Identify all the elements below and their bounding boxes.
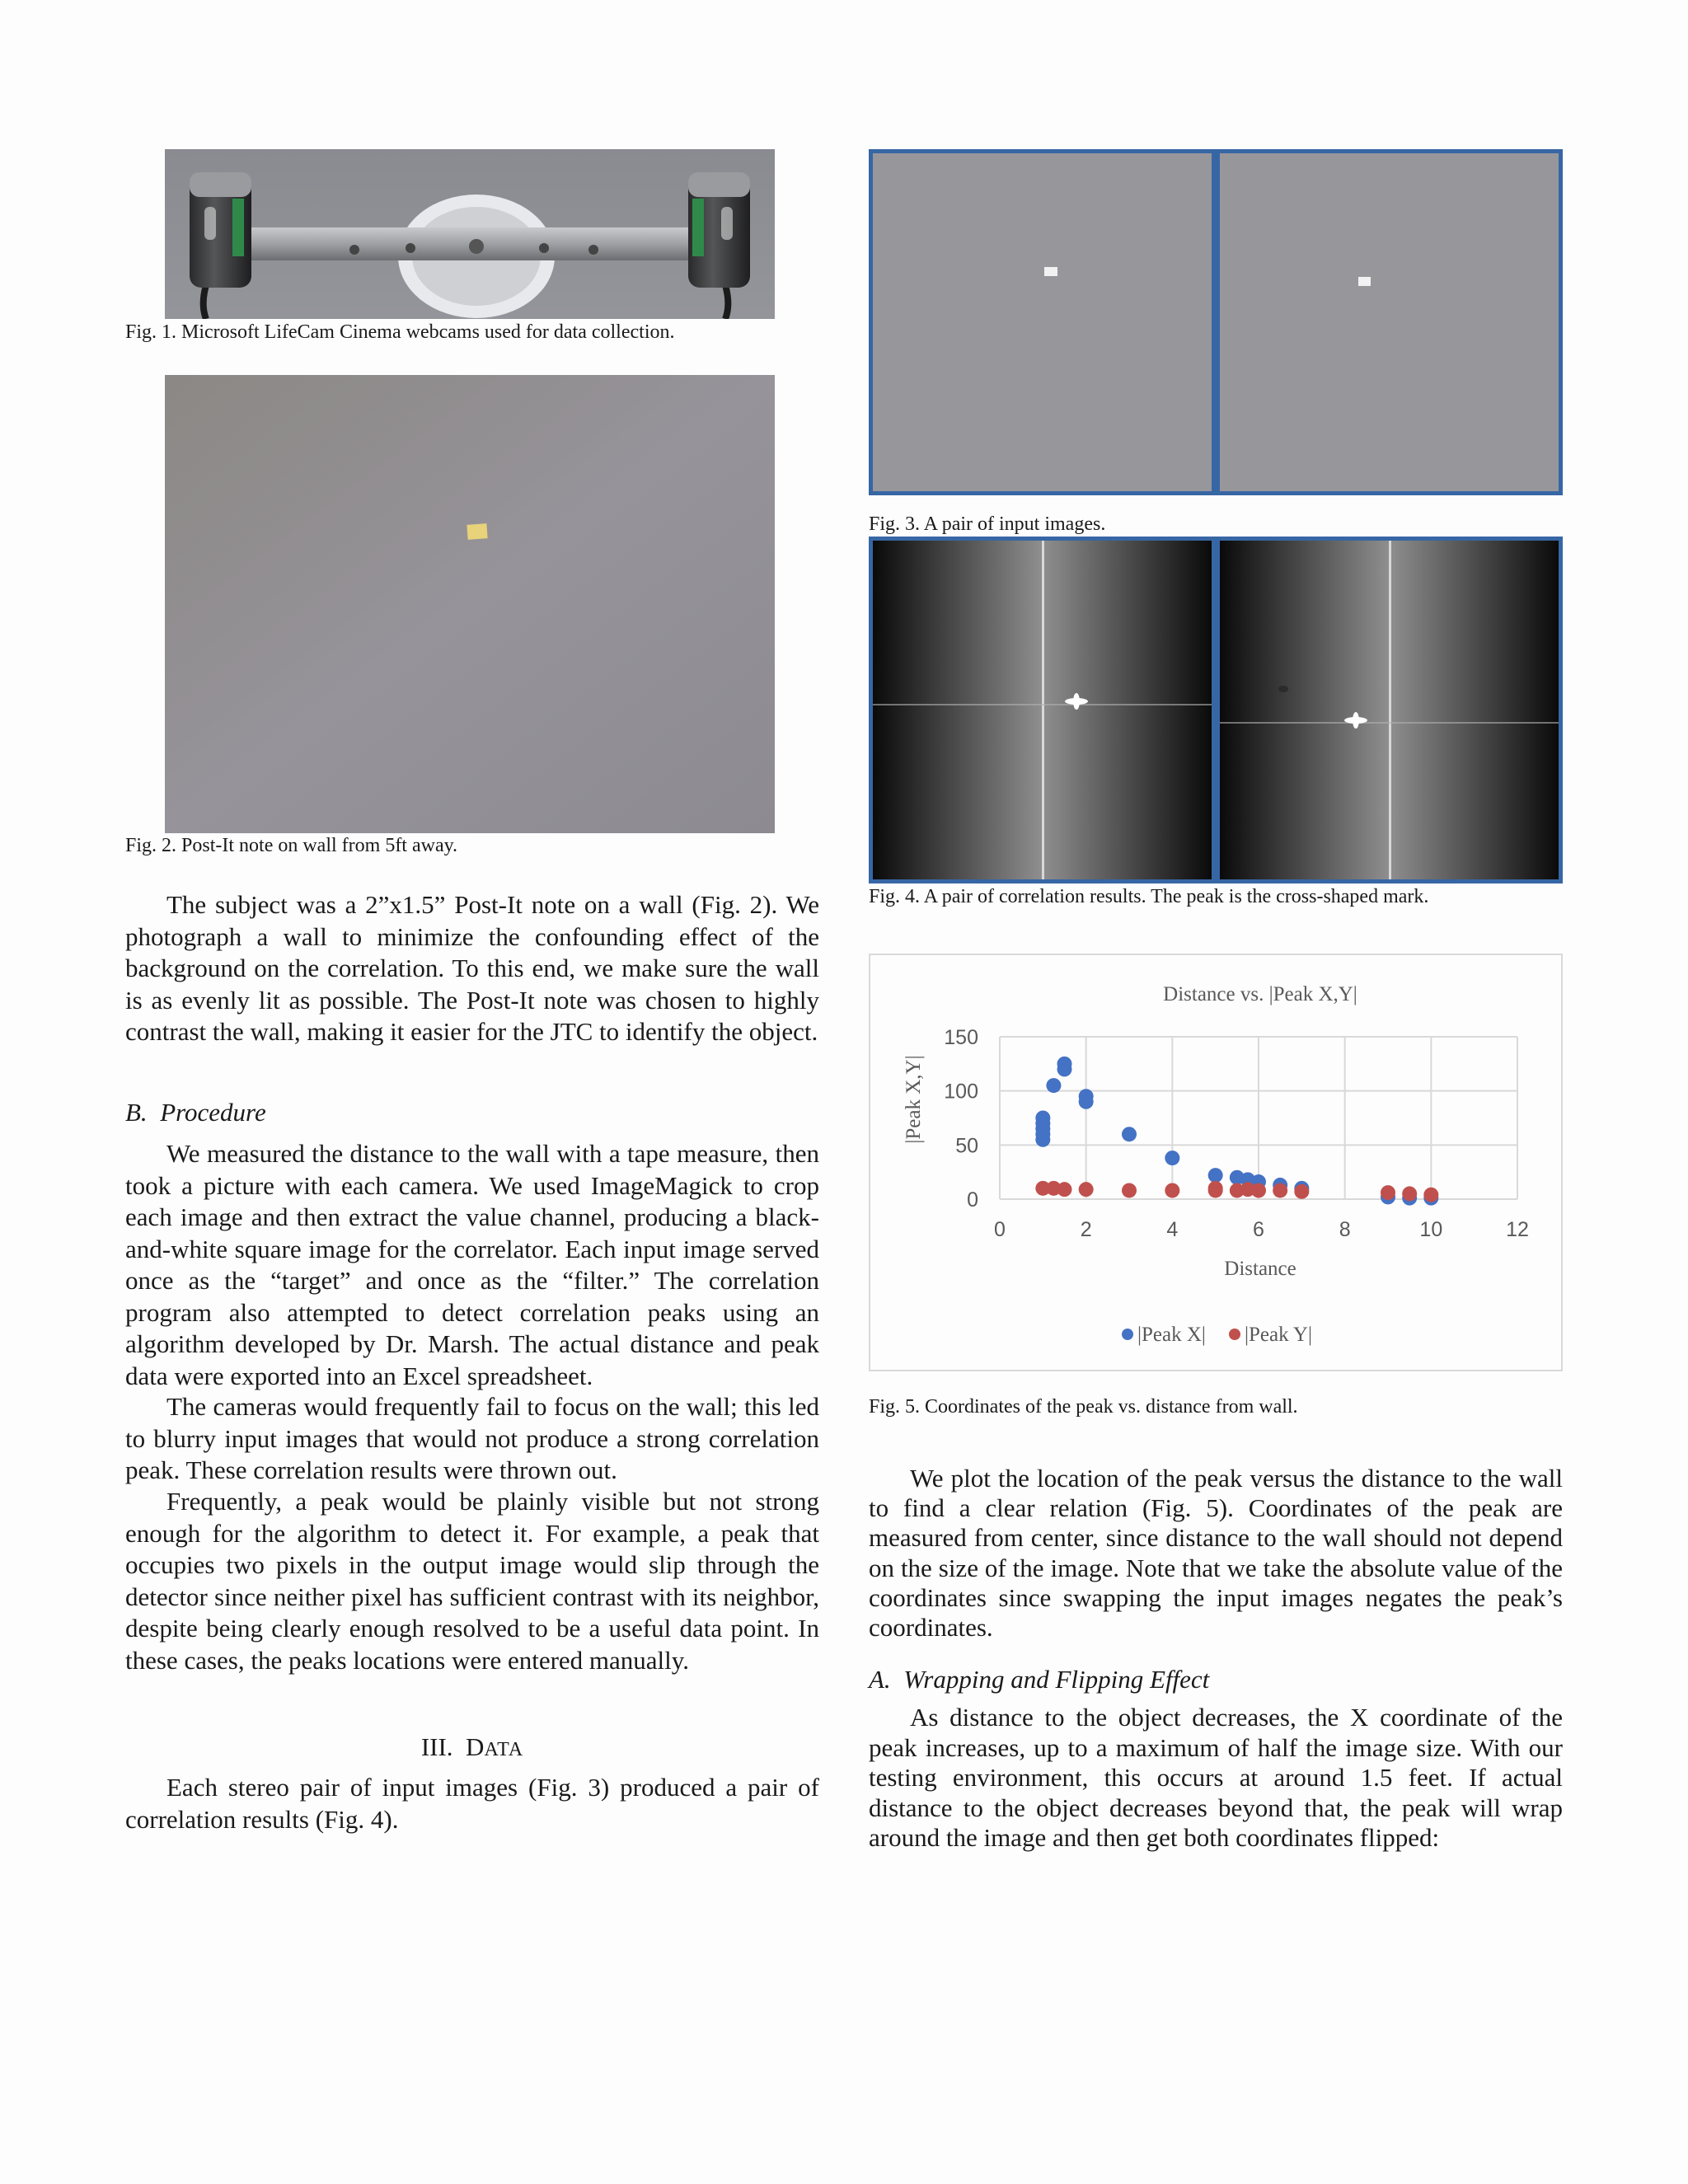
legend-label-peak-y: |Peak Y| [1245,1324,1312,1346]
data-point-peak-y [1251,1183,1266,1197]
fig2-caption: Fig. 2. Post-It note on wall from 5ft away. [125,835,458,856]
data-point-peak-y [1122,1183,1137,1197]
legend-marker-peak-y [1229,1329,1240,1340]
data-point-peak-x [1165,1151,1179,1165]
fig3-caption: Fig. 3. A pair of input images. [869,513,1106,535]
fig4-correlation-results-pair [869,537,1563,883]
right-paragraph-2: As distance to the object decreases, the X coordinate of the peak increases, up to a maximum of half the image size. With our testing environment, this occurs at around 1.5 feet. If actual distance to the object decreases beyond that, the peak will wrap around the image and then get both coordinates flipped: [869,1703,1563,1852]
data-point-peak-x [1122,1127,1137,1141]
left-paragraph-5: Each stereo pair of input images (Fig. 3) produced a pair of correlation results (Fig. 4). [125,1773,819,1834]
data-point-peak-y [1402,1186,1417,1201]
fig3-input-images-pair [869,149,1563,495]
fig3-input-image-right [1220,153,1559,491]
left-paragraph-2: We measured the distance to the wall with a tape measure, then took a picture with each camera. We used ImageMagick to crop each image and then extract the value channel, producing a black-and-white square image for the correlator. Each input image served once as the “target” and once as the “filter.” The correlation program also attempted to detect correlation peaks using an algorithm developed by Dr. Marsh. The actual distance and peak data were exported into an Excel spreadsheet. [125,1139,819,1390]
legend-label-peak-x: |Peak X| [1137,1324,1206,1346]
x-tick-label: 4 [1166,1218,1179,1241]
y-tick-label: 50 [955,1134,978,1158]
chart-title: Distance vs. |Peak X,Y| [1163,983,1357,1005]
legend-marker-peak-x [1122,1329,1133,1340]
left-paragraph-4: Frequently, a peak would be plainly visible but not strong enough for the algorithm to detect it. For example, a peak that occupies two pixels in the output image would slip through the detector since neither pixel has sufficient contrast with its neighbor, despite being clearly enough resolved to be a useful data point. In these cases, the peaks locations were entered manually. [125,1487,819,1675]
y-tick-label: 0 [967,1188,978,1212]
data-point-peak-y [1294,1184,1309,1199]
fig2-postit-wall-image [165,375,775,833]
fig4-correlation-right [1220,541,1559,879]
heading-procedure-number: B. [125,1098,148,1127]
section-heading-data [125,1732,819,1765]
x-tick-label: 10 [1419,1218,1443,1241]
fig4-correlation-left [873,541,1212,879]
left-paragraph-3: The cameras would frequently fail to focus on the wall; this led to blurry input images that would not produce a strong correlation peak. These correlation results were thrown out. [125,1392,819,1484]
heading-procedure-text: Procedure [160,1098,266,1127]
fig1-webcams-image [165,149,775,319]
fig5-caption: Fig. 5. Coordinates of the peak vs. distance from wall. [869,1396,1298,1418]
chart-xlabel: Distance [1224,1258,1296,1280]
data-point-peak-x [1079,1089,1094,1104]
section-title-rest: ATA [484,1739,524,1760]
fig5-chart [869,954,1563,1371]
fig4-caption: Fig. 4. A pair of correlation results. The peak is the cross-shaped mark. [869,886,1429,907]
data-point-peak-y [1079,1182,1094,1197]
y-tick-label: 150 [944,1026,978,1049]
data-point-peak-x [1046,1078,1061,1093]
x-tick-label: 8 [1339,1218,1351,1241]
fig3-input-image-left [873,153,1212,491]
x-tick-label: 0 [994,1218,1006,1241]
chart-legend [1122,1324,1312,1346]
chart-ylabel: |Peak X,Y| [903,1055,925,1144]
data-point-peak-x [1208,1168,1223,1183]
data-point-peak-y [1273,1183,1287,1197]
x-tick-label: 6 [1253,1218,1264,1241]
data-point-peak-y [1057,1182,1072,1197]
heading-wrapping-text: Wrapping and Flipping Effect [903,1665,1210,1694]
fig1-caption: Fig. 1. Microsoft LifeCam Cinema webcams used for data collection. [125,321,675,343]
section-number: III. [420,1732,453,1761]
heading-wrapping-number: A. [869,1665,891,1694]
scatter-plot [870,955,1561,1370]
heading-procedure [125,1097,266,1128]
data-point-peak-y [1208,1181,1223,1196]
heading-wrapping-flipping [869,1664,1209,1695]
right-paragraph-1: We plot the location of the peak versus the distance to the wall to find a clear relation (Fig. 5). Coordinates of the peak are measured from center, since distance to the wall should not depend on the size of the image. Note that we take the absolute value of the coordinates since swapping the input images negates the peak’s coordinates. [869,1464,1563,1643]
x-tick-label: 2 [1080,1218,1092,1241]
data-point-peak-y [1165,1183,1179,1197]
left-paragraph-1: The subject was a 2”x1.5” Post-It note on a wall (Fig. 2). We photograph a wall to minimize the confounding effect of the background on the correlation. To this end, we make sure the wall is as evenly lit as possible. The Post-It note was chosen to highly contrast the wall, making it easier for the JTC to identify the object. [125,890,819,1046]
section-title-first: D [466,1732,485,1761]
data-point-peak-y [1423,1188,1438,1202]
data-point-peak-y [1381,1185,1395,1200]
data-point-peak-x [1057,1057,1072,1071]
y-tick-label: 100 [944,1080,978,1104]
data-point-peak-x [1035,1111,1050,1126]
x-tick-label: 12 [1506,1218,1529,1241]
